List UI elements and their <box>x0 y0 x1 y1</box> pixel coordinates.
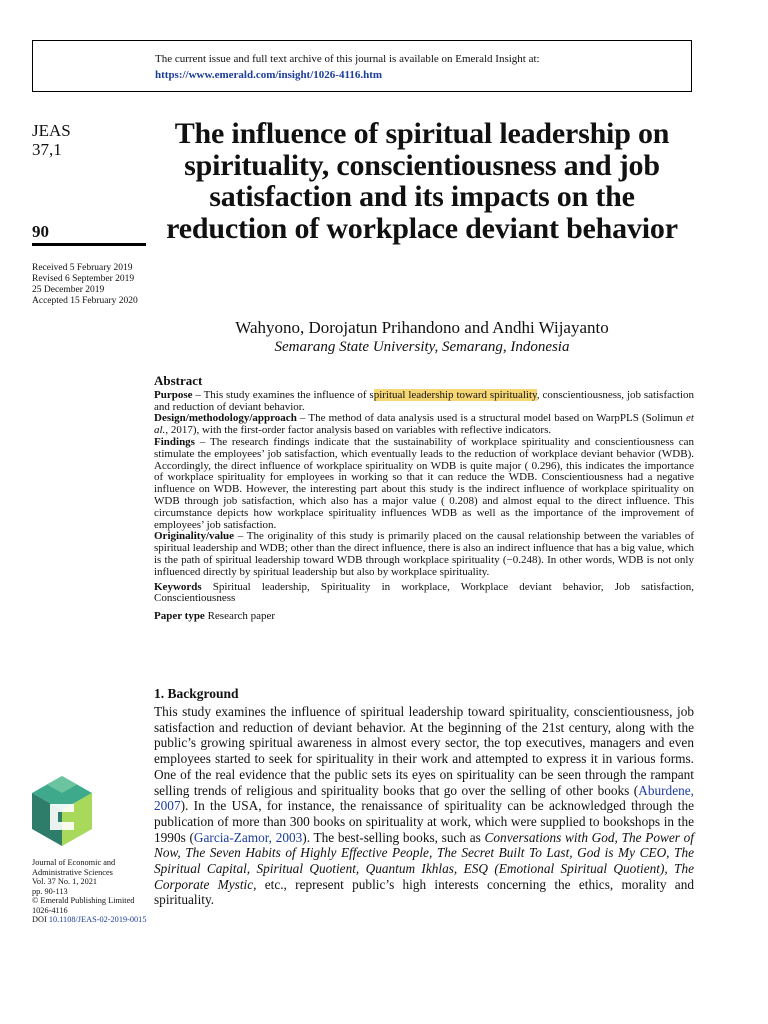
journal-name-line-2: Administrative Sciences <box>32 867 113 877</box>
background-text-3: ). The best-selling books, such as <box>302 829 485 845</box>
design-text-end: , 2017), with the first-order factor analysis based on variables with reflective indicators. <box>165 424 552 437</box>
originality-label: Originality/value <box>154 530 235 543</box>
abstract-purpose <box>154 390 694 414</box>
affiliation: Semarang State University, Semarang, Indonesia <box>274 339 570 355</box>
doi-link[interactable]: 10.1108/JEAS-02-2019-0015 <box>48 915 147 924</box>
submission-dates <box>32 263 138 307</box>
paper-type-text: Research paper <box>204 610 276 623</box>
page-number: 90 <box>32 222 49 241</box>
journal-archive-link[interactable]: https://www.emerald.com/insight/1026-4116.htm <box>155 69 383 81</box>
abstract-originality <box>154 531 694 578</box>
copyright: © Emerald Publishing Limited <box>32 896 135 905</box>
background-section <box>154 686 694 908</box>
journal-code <box>32 121 71 159</box>
keywords-label: Keywords <box>154 580 202 593</box>
abstract-findings <box>154 437 694 531</box>
highlighted-text[interactable]: piritual leadership toward spirituality <box>373 388 537 401</box>
journal-citation-info <box>32 858 146 925</box>
journal-pages: pp. 90-113 <box>32 886 68 896</box>
abstract-keywords <box>154 582 694 606</box>
book-titles: Conversations with God, The Power of Now, The Seven Habits of Highly Effective People, The Secret Built To Last, God is My CEO, The Spiritual Capital, Spiritual Quotient, Quantum Ikhlas, ESQ (Emotional Spiritual Quotient), The Corporate Mystic <box>154 829 694 892</box>
background-text-1: This study examines the influence of spiritual leadership toward spirituality, conscientiousness, job satisfaction and reduction of deviant behavior. At the beginning of the 21st century, along with the public’s growing spiritual awareness in almost every sector, the top executives, managers and even employees started to seek for spirituality in their work and attempted to express it in various forms. One of the real evidence that the public sets its eyes on spirituality can be seen through the rampant selling trends of religious and spirituality books that go over the selling of other books ( <box>154 704 694 798</box>
design-text: – The method of data analysis used is a structural model based on WarpPLS (Solimun <box>296 412 687 425</box>
date-accepted: Accepted 15 February 2020 <box>32 296 138 306</box>
article-title: The influence of spiritual leadership on spirituality, conscientiousness and job satisfaction and its impacts on the reduction of workplace deviant behavior <box>166 117 678 245</box>
keywords-text: Spiritual leadership, Spirituality in workplace, Workplace deviant behavior, Job satisfaction, Conscientiousness <box>154 580 694 605</box>
volume-issue: 37,1 <box>32 140 62 159</box>
purpose-label: Purpose <box>154 388 193 401</box>
availability-notice <box>32 40 692 92</box>
abstract-section <box>154 375 694 623</box>
issn: 1026-4116 <box>32 905 68 915</box>
date-revised-2: 25 December 2019 <box>32 285 105 295</box>
background-text-4: , etc., represent public’s high interests concerning the ethics, morality and spirituality. <box>154 876 694 908</box>
abstract-design <box>154 413 694 437</box>
page-number-rule <box>32 243 146 246</box>
date-received: Received 5 February 2019 <box>32 263 133 273</box>
design-label: Design/methodology/approach <box>154 412 297 425</box>
background-heading: 1. Background <box>154 686 239 701</box>
notice-text: The current issue and full text archive of this journal is available on Emerald Insight at: <box>155 53 540 65</box>
findings-text: – The research findings indicate that the sustainability of workplace spirituality and conscientiousness can stimulate the employees’ job satisfaction, which eventually leads to the reduction of workplace deviant behavior (WDB). Accordingly, the direct influence of workplace spirituality on WDB is quite major ( 0.296), this indicates the importance of workplace spirituality for employees in working so that it can reduce the WDB. Conscientiousness had a negative influence on WDB. However, the interesting part about this study is the indirect influence of workplace spirituality on WDB through job satisfaction, which also has a major value ( 0.208) and almost equal to the direct influence. This circumstance depicts how workplace spirituality influences WDB as well as the importance of the improvement of employees’ job satisfaction. <box>154 435 694 531</box>
journal-volume: Vol. 37 No. 1, 2021 <box>32 877 98 886</box>
abstract-paper-type <box>154 611 694 623</box>
doi-line <box>32 915 146 925</box>
citation-garcia-zamor-link[interactable]: Garcia-Zamor, 2003 <box>193 829 303 845</box>
purpose-text: – This study examines the influence of s <box>192 388 374 401</box>
journal-name-line-1: Journal of Economic and <box>32 858 116 867</box>
findings-label: Findings <box>154 435 195 448</box>
background-text-2: ). In the USA, for instance, the renaissance of spirituality can be acknowledged through the publication of more than 300 books on spirituality at work, which were supplied to bookshops in the 1990s ( <box>154 798 694 845</box>
citation-aburdene-link[interactable]: Aburdene, 2007 <box>154 782 694 814</box>
abstract-heading: Abstract <box>154 373 203 388</box>
background-paragraph <box>154 704 694 908</box>
design-etal: et al. <box>154 412 694 437</box>
originality-text: – The originality of this study is primarily placed on the causal relationship between the variables of spiritual leadership and WDB; other than the direct influence, there is also an indirect influence that has a big value, which is the path of spiritual leadership toward WDB through workplace spirituality (−0.248). In other words, WDB is not only influenced directly by spiritual leadership but also by workplace spirituality. <box>154 530 694 578</box>
date-revised: Revised 6 September 2019 <box>32 274 135 284</box>
doi-label: DOI <box>32 915 49 924</box>
journal-abbrev: JEAS <box>32 121 71 140</box>
paper-type-label: Paper type <box>154 610 205 623</box>
emerald-crossref-logo-icon <box>30 776 94 848</box>
authors: Wahyono, Dorojatun Prihandono and Andhi Wijayanto <box>235 318 609 337</box>
purpose-text-end: , conscientiousness, job satisfaction and reduction of deviant behavior. <box>154 388 694 413</box>
